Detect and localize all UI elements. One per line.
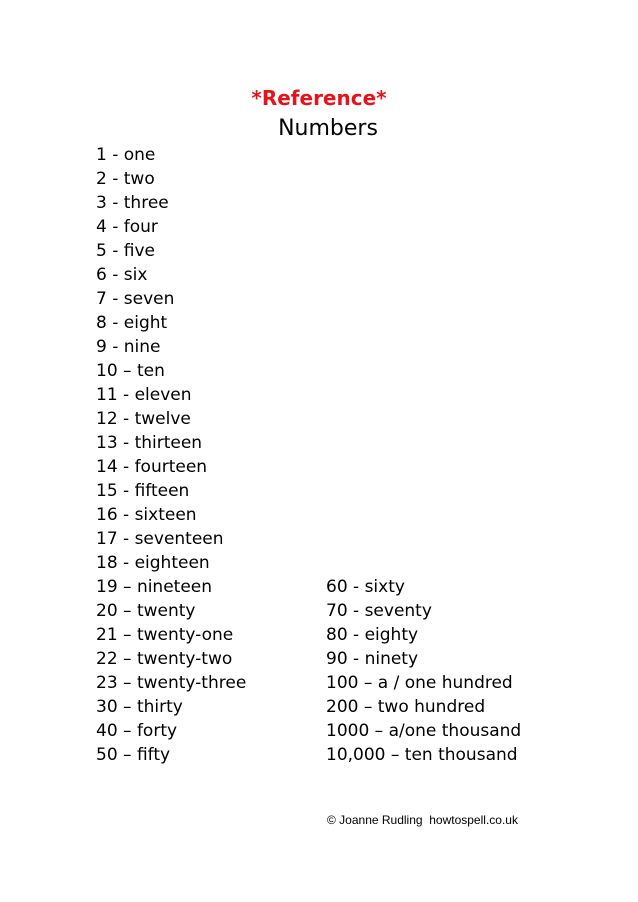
list-item: 23 – twenty-three — [96, 673, 247, 693]
list-item: 16 - sixteen — [96, 505, 197, 525]
list-item: 10,000 – ten thousand — [326, 745, 518, 765]
list-item: 1 - one — [96, 145, 156, 165]
list-item: 6 - six — [96, 265, 148, 285]
list-item: 18 - eighteen — [96, 553, 210, 573]
list-item: 7 - seven — [96, 289, 175, 309]
list-item: 9 - nine — [96, 337, 161, 357]
list-item: 2 - two — [96, 169, 155, 189]
list-item: 4 - four — [96, 217, 158, 237]
copyright-footer: © Joanne Rudling howtospell.co.uk — [327, 813, 518, 827]
list-item: 11 - eleven — [96, 385, 192, 405]
list-item: 20 – twenty — [96, 601, 196, 621]
list-item: 80 - eighty — [326, 625, 419, 645]
list-item: 60 - sixty — [326, 577, 405, 597]
list-item: 12 - twelve — [96, 409, 191, 429]
list-item: 30 – thirty — [96, 697, 183, 717]
list-item: 100 – a / one hundred — [326, 673, 513, 693]
list-item: 21 – twenty-one — [96, 625, 234, 645]
list-item: 17 - seventeen — [96, 529, 224, 549]
list-item: 5 - five — [96, 241, 155, 261]
list-item: 13 - thirteen — [96, 433, 203, 453]
page-title: Numbers — [278, 116, 378, 141]
list-item: 14 - fourteen — [96, 457, 208, 477]
list-item: 90 - ninety — [326, 649, 419, 669]
list-item: 200 – two hundred — [326, 697, 486, 717]
list-item: 3 - three — [96, 193, 169, 213]
list-item: 50 – fifty — [96, 745, 171, 765]
reference-label: *Reference* — [251, 86, 387, 110]
list-item: 8 - eight — [96, 313, 168, 333]
list-item: 10 – ten — [96, 361, 165, 381]
list-item: 15 - fifteen — [96, 481, 190, 501]
list-item: 19 – nineteen — [96, 577, 213, 597]
list-item: 70 - seventy — [326, 601, 432, 621]
list-item: 40 – forty — [96, 721, 178, 741]
list-item: 22 – twenty-two — [96, 649, 233, 669]
list-item: 1000 – a/one thousand — [326, 721, 522, 741]
